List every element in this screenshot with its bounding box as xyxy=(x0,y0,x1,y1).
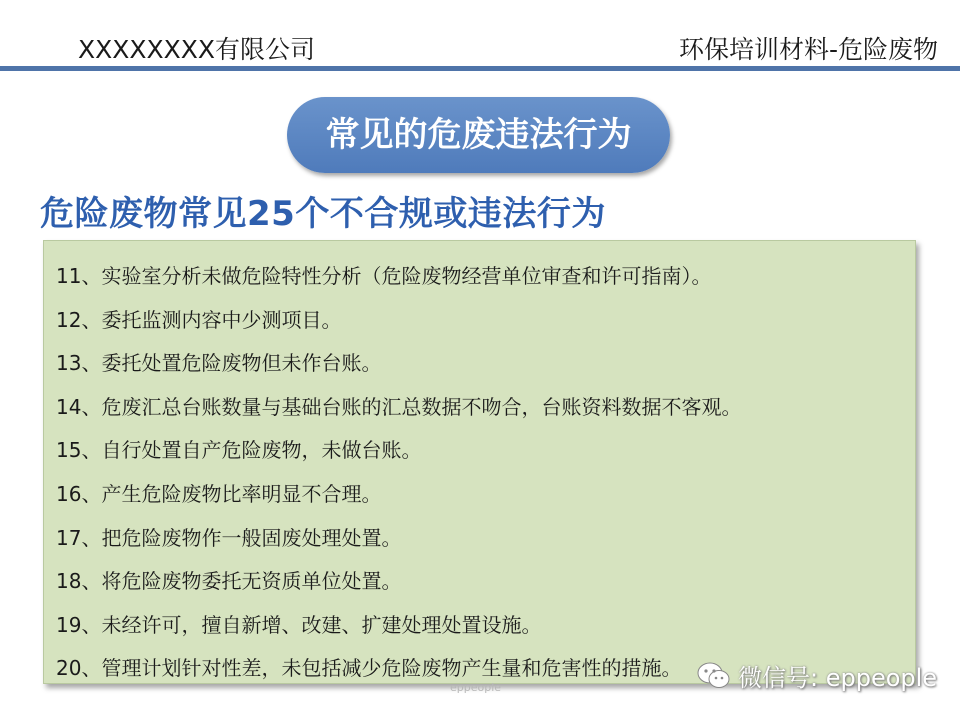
list-item: 12、委托监测内容中少测项目。 xyxy=(56,307,342,332)
company-name: XXXXXXXX有限公司 xyxy=(78,35,316,64)
list-item: 15、自行处置自产危险废物，未做台账。 xyxy=(56,438,422,463)
document-title: 环保培训材料-危险废物 xyxy=(678,35,938,64)
wechat-watermark xyxy=(696,658,937,693)
slide-title: 常见的危废违法行为 xyxy=(287,97,670,173)
violations-list xyxy=(43,240,916,684)
list-item: 13、委托处置危险废物但未作台账。 xyxy=(56,351,382,376)
list-item: 16、产生危险废物比率明显不合理。 xyxy=(56,481,382,506)
list-item: 18、将危险废物委托无资质单位处置。 xyxy=(56,569,402,594)
list-item: 19、未经许可，擅自新增、改建、扩建处理处置设施。 xyxy=(56,612,542,637)
list-item: 20、管理计划针对性差，未包括减少危险废物产生量和危害性的措施。 xyxy=(56,656,682,681)
slide-subtitle: 危险废物常见25个不合规或违法行为 xyxy=(40,194,606,234)
wechat-icon xyxy=(696,661,732,691)
list-item: 11、实验室分析未做危险特性分析（危险废物经营单位审查和许可指南）。 xyxy=(56,264,712,288)
header-divider xyxy=(0,66,960,71)
center-watermark: eppeople xyxy=(450,681,502,694)
list-item: 14、危废汇总台账数量与基础台账的汇总数据不吻合，台账资料数据不客观。 xyxy=(56,394,742,419)
wechat-id-text: 微信号: eppeople xyxy=(738,664,938,692)
list-item: 17、把危险废物作一般固废处理处置。 xyxy=(56,525,402,550)
